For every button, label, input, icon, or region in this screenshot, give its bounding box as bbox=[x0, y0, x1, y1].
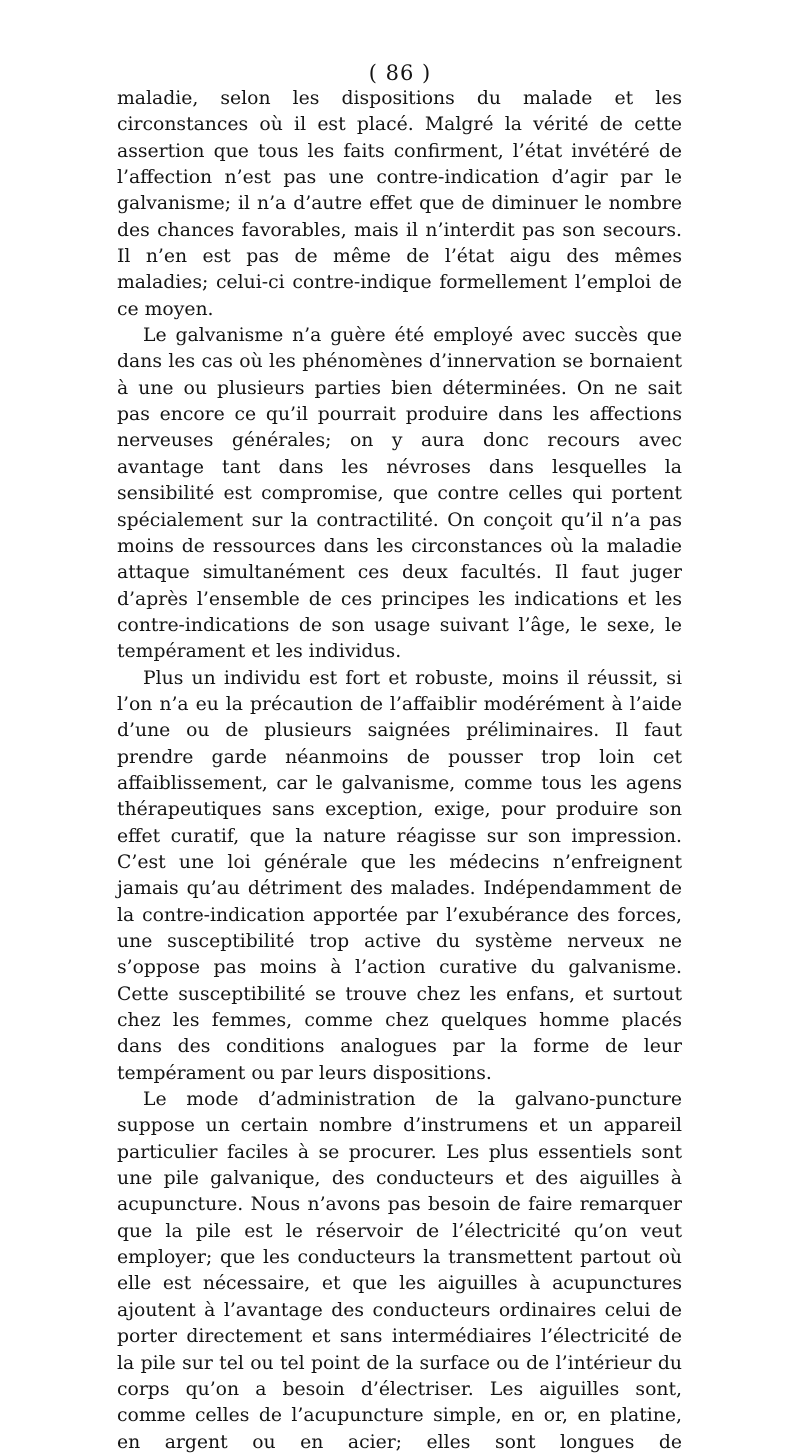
paragraph-galvanisme-usage: Le galvanisme n’a guère été employé avec succès que dans les cas où les phénomènes d’innervation se bornaient à une ou plusieurs parties bien déterminées. On ne sait pas encore ce qu’il pourrait produire dans les affections nerveuses générales; on y aura donc recours avec avantage tant dans les névroses dans lesquelles la sensibilité est compromise, que contre celles qui portent spécialement sur la contractilité. On conçoit qu’il n’a pas moins de ressources dans les circonstances où la maladie attaque simultanément ces deux facultés. Il faut juger d’après l’ensemble de ces principes les indications et les contre-indications de son usage suivant l’âge, le sexe, le tempérament et les individus. bbox=[117, 325, 682, 663]
page-number: ( 86 ) bbox=[368, 61, 432, 85]
body-text bbox=[117, 86, 682, 1456]
paragraph-mode-administration: Le mode d’administration de la galvano-puncture suppose un certain nombre d’instrumens et un appareil particulier faciles à se procurer. Les plus essentiels sont une pile galvanique, des conducteurs et des aiguilles à acupuncture. Nous n’avons pas besoin de faire remarquer que la pile est le réservoir de l’électricité qu’on veut employer; que les conducteurs la transmettent partout où elle est nécessaire, et que les aiguilles à acupunctures ajoutent à l’avantage des conducteurs ordinaires celui de porter directement et sans intermédiaires l’électricité de la pile sur tel ou tel point de la surface ou de l’intérieur du corps qu’on a besoin d’électriser. Les aiguilles sont, comme celles de l’acupuncture simple, en or, en platine, en argent ou en acier; elles sont longues de bbox=[117, 1089, 682, 1453]
paragraph-continuation: maladie, selon les dispositions du malade et les circonstances où il est placé. Malgré la vérité de cette assertion que tous les faits confirment, l’état invétéré de l’affection n’est pas une contre-indication d’agir par le galvanisme; il n’a d’autre effet que de diminuer le nombre des chances favorables, mais il n’interdit pas son secours. Il n’en est pas de même de l’état aigu des mêmes maladies; celui-ci contre-indique formellement l’emploi de ce moyen. bbox=[117, 88, 682, 320]
paragraph-contre-indications: Plus un individu est fort et robuste, moins il réussit, si l’on n’a eu la précaution de l’affaiblir modérément à l’aide d’une ou de plusieurs saignées préliminaires. Il faut prendre garde néanmoins de pousser trop loin cet affaiblissement, car le galvanisme, comme tous les agens thérapeutiques sans exception, exige, pour produire son effet curatif, que la nature réagisse sur son impression. C’est une loi générale que les médecins n’enfreignent jamais qu’au détriment des malades. Indépendamment de la contre-indication apportée par l’exubérance des forces, une susceptibilité trop active du système nerveux ne s’oppose pas moins à l’action curative du galvanisme. Cette susceptibilité se trouve chez les enfans, et surtout chez les femmes, comme chez quelques homme placés dans des conditions analogues par la forme de leur tempérament ou par leurs dispositions. bbox=[117, 667, 682, 1084]
